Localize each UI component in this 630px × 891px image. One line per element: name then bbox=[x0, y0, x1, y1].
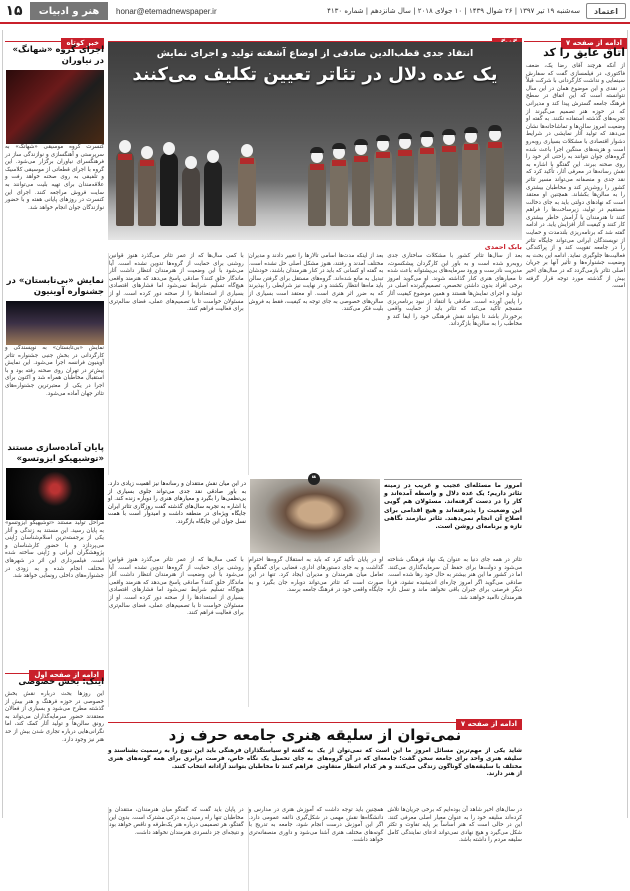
performer-figure bbox=[238, 154, 256, 226]
story2-column: در سال‌های اخیر شاهد آن بوده‌ایم که برخی جریان‌ها تلاش کرده‌اند سلیقه خود را به عنوان معیار اصلی معرفی کنند. این در حالی است که هنر اساساً بر پایه تفاوت و تکثر شکل می‌گیرد و هیچ نهادی نمی‌تواند ادعای نمایندگی کامل سلیقه مردم را داشته باشد. bbox=[387, 807, 522, 844]
right-column bbox=[524, 30, 628, 818]
interview-tagbar bbox=[108, 30, 522, 42]
main-story-area bbox=[108, 30, 522, 891]
pull-quote: امروز ما مسئله‌ای عجیب و غریب در زمینه تئاتر داریم؛ یک عده دلال و واسطه آمده‌اند و کار را در دست گرفته‌اند. مسئولان هم گویی این وضعیت را پذیرفته‌اند و هیچ اقدامی برای اصلاح آن انجام نمی‌دهند. تئاتر نیازمند نگاهی تازه و برنامه‌ای روشن است. bbox=[384, 479, 522, 553]
performer-figure bbox=[308, 160, 326, 226]
story2-lead: به گفته او سیاستگذاران فرهنگی باید این تنوع را به رسمیت بشناسند و به جای تحمیل یک نگاه خاص، فرصت برابری برای همه گونه‌های هنری فراهم کنند تا مخاطبان بتوانند آزادانه انتخاب کنند. bbox=[108, 748, 313, 770]
masthead bbox=[0, 0, 630, 24]
performer-figure bbox=[418, 144, 436, 226]
newspaper-logo: اعتماد bbox=[586, 3, 626, 19]
performer-figure bbox=[160, 152, 178, 226]
performer-figure bbox=[182, 166, 200, 226]
story-column: در این میان نقش منتقدان و رسانه‌ها نیز اهمیت زیادی دارد. به باور صادقی نقد جدی می‌تواند جلوی بسیاری از بی‌نظمی‌ها را بگیرد و معیارهای هنری را دوباره زنده کند. او با اشاره به تجربه سال‌های گذشته گفت روزگاری تئاتر ایران جایگاه ویژه‌ای در منطقه داشت و امیدوار است با همت نسل جوان این جایگاه بازگردد. bbox=[108, 481, 246, 525]
performer-figure bbox=[352, 152, 370, 226]
story2-lead-row bbox=[108, 748, 522, 804]
story2-columns bbox=[108, 804, 522, 891]
right-column-text: از آنکه هرچند آقای رضا یک، ضعف فاکتوری، در فیلمسازی گفت که سفارش سینمایی و نداشت کارگردانی با شرکت قبلاً در نقدی و این موضوع همان در این سال نتوانسته است که این اتفاق در سطح فرهنگ جامعه گسترش پیدا کند و مدیرانی که در حوزه هنر تصمیم می‌گیرند از تجربه‌های گذشته استفاده نکنند. به گفته او وضعیت امروز سالن‌ها و تماشاخانه‌ها نشان می‌دهد که تولید آثار نمایشی در شرایط دشوار اقتصادی با مشکلات بسیاری روبه‌رو است و هزینه‌های سنگین اجرا باعث شده گروه‌های جوان نتوانند به راحتی اثر خود را روی صحنه ببرند. این گفتگو با اشاره به نقش رسانه‌ها در معرفی آثار، تأکید کرد که نقد جدی و منصفانه می‌تواند مسیر تئاتر کشور را روشن‌تر کند و مخاطبان بیشتری را به سالن‌ها بکشاند. همچنین او معتقد است که نهادهای دولتی باید به جای دخالت مستقیم در تولید، زیرساخت‌ها را فراهم کنند تا هنرمندان با آرامش خاطر بیشتری کار کنند و کیفیت آثار افزایش یابد. در ادامه گفته شد که برنامه‌ریزی بلندمدت و حمایت از نویسندگان ایرانی می‌تواند جایگاه تئاتر را در جامعه تقویت کند و از پراکندگی فعالیت‌ها جلوگیری نماید. ادامه این بحث به وضعیت جشنواره‌ها و تأثیر آنها بر جریان اصلی تئاتر بازمی‌گردد که در سال‌های اخیر بیش از گذشته مورد توجه قرار گرفته است. bbox=[526, 63, 625, 290]
story-columns-bottom bbox=[108, 557, 522, 707]
story-column: او در پایان تأکید کرد که باید به استقلال گروه‌ها احترام گذاشت و به جای دستورهای اداری، فضایی برای گفتگو و تعامل میان هنرمندان و مدیران ایجاد کرد. تنها در این صورت است که تئاتر می‌تواند دوباره جان بگیرد و به جایگاه واقعی خود در فرهنگ جامعه برسد. bbox=[248, 557, 384, 707]
story2-continued-tag: ادامه از صفحه ۷ bbox=[456, 719, 522, 730]
performer-figure bbox=[204, 160, 222, 226]
news-headline-documentary: پایان آماده‌سازی مستند «توشیهیکو ایزوتسو» bbox=[7, 443, 104, 464]
continued-tag: ادامه از صفحه ۷ bbox=[561, 38, 627, 49]
story2-column: همچنین باید توجه داشت که آموزش هنری در مدارس و دانشگاه‌ها نقش مهمی در شکل‌گیری ذائقه عمومی دارد. اگر این آموزش درست انجام شود، جامعه به تدریج با گونه‌های مختلف هنری آشنا می‌شود و داوری منصفانه‌تری خواهد داشت. bbox=[248, 807, 384, 891]
story-title: یک عده دلال در تئاتر تعیین تکلیف می‌کنند bbox=[132, 64, 498, 85]
performer-figure bbox=[440, 142, 458, 226]
story-column: با کمی سال‌ها که از عمر تئاتر می‌گذرد هنوز قوانین روشنی برای حمایت از گروه‌ها تدوین نشده است. آیا می‌شود با این وضعیت از هنرمندان انتظار داشت آثار ماندگار خلق کنند؟ صادقی پاسخ می‌دهد که هنرمند واقعی هیچ‌گاه تسلیم شرایط نمی‌شود اما فشارهای اقتصادی بسیاری از استعدادها را از صحنه دور کرده است. او از مسئولان خواست تا با تصمیم‌های عملی، فضای سالم‌تری برای فعالیت فراهم کنند. bbox=[108, 557, 244, 707]
news-text-avignon: نمایش «بی‌تابستان» به نویسندگی و کارگردانی در بخش جنبی جشنواره تئاتر آوینیون فرانسه اجرا می‌شود. این نمایش پیش‌تر در تهران روی صحنه رفته بود و با استقبال مخاطبان همراه شد و اکنون برای اجرا در یکی از معتبرترین جشنواره‌های تئاتر جهان آماده می‌شود. bbox=[5, 345, 104, 397]
left-tagbar-news bbox=[5, 30, 104, 47]
story2-column: در پایان باید گفت که گفتگو میان هنرمندان، منتقدان و مخاطبان تنها راه رسیدن به درکی مشترک است. بدون این گفتگو، هر تصمیمی درباره هنر یک‌طرفه و ناقص خواهد بود و نتیجه‌ای جز دلسردی هنرمندان نخواهد داشت. bbox=[108, 807, 244, 891]
story-columns-top bbox=[108, 253, 522, 475]
story-supertitle: انتقاد جدی قطب‌الدین صادقی از اوضاع آشفته تولید و اجرای نمایش bbox=[156, 48, 474, 59]
short-news-tag: خبر کوتاه bbox=[61, 38, 104, 49]
news-headline-concert: اجرای گروه «شهانگ» در نیاوران bbox=[12, 45, 104, 66]
performer-figure bbox=[396, 146, 414, 226]
story-column: تئاتر در همه جای دنیا به عنوان یک نهاد فرهنگی شناخته می‌شود و دولت‌ها برای حفظ آن سرمایه‌گذاری می‌کنند. اما در کشور ما این هنر بیشتر به حال خود رها شده است. صادقی می‌گوید اگر امروز چاره‌ای اندیشیده نشود، فردا دیگر فرصتی برای جبران باقی نخواهد ماند و نسل تازه هنرمندان ناامید خواهند شد. bbox=[387, 557, 522, 601]
performer-figure bbox=[486, 138, 504, 226]
byline: بابک احمدی bbox=[484, 243, 522, 251]
news-text-concert: کنسرت گروه موسیقی «شهانگ» به سرپرستی و آهنگسازی و نوازندگی ساز در فرهنگسرای نیاوران برگزار می‌شود. این گروه با اجرای قطعاتی از موسیقی کلاسیک و تلفیقی به روی صحنه خواهد رفت و علاقه‌مندان برای تهیه بلیت می‌توانند به سایت فروش مراجعه کنند. اجرای این کنسرت در روزهای پایانی هفته و با حضور نوازندگان جوان انجام خواهد شد. bbox=[5, 144, 104, 211]
story-mid-row bbox=[108, 474, 522, 553]
concert-photo bbox=[6, 70, 104, 144]
quote-icon: ❝ bbox=[308, 473, 320, 485]
theater-hero-photo bbox=[108, 42, 522, 240]
news-headline-avignon: نمایش «بی‌تابستان» در جشنواره آوینیون bbox=[6, 276, 104, 297]
performer-figure bbox=[330, 156, 348, 226]
left-column bbox=[2, 30, 104, 818]
page-number: ۱۵ bbox=[5, 3, 23, 19]
performer-figure bbox=[374, 148, 392, 226]
right-column-heading: اتاق عایق را کد bbox=[543, 46, 625, 59]
continued-front-tag: ادامه از صفحه اول bbox=[29, 670, 104, 681]
story-column: با کمی سال‌ها که از عمر تئاتر می‌گذرد هنوز قوانین روشنی برای حمایت از گروه‌ها تدوین نشده است. آیا می‌شود با این وضعیت از هنرمندان انتظار داشت آثار ماندگار خلق کنند؟ صادقی پاسخ می‌دهد که هنرمند واقعی هیچ‌گاه تسلیم شرایط نمی‌شود اما فشارهای اقتصادی بسیاری از استعدادها را از صحنه دور کرده است. او از مسئولان خواست تا با تصمیم‌های عملی، فضای سالم‌تری برای فعالیت فراهم کنند. bbox=[108, 253, 244, 475]
story-column: بعد از اینکه مدت‌ها اسامی تالارها را تغییر دادند و مدیران مختلف آمدند و رفتند، هنوز مشکل اصلی حل نشده است. به گفته او کسانی که باید در کنار هنرمندان باشند، خودشان تبدیل به مانع شده‌اند. گروه‌های مستقل برای گرفتن سالن باید ماه‌ها انتظار بکشند و در نهایت نیز شرایطی را بپذیرند که به ضرر اثر هنری است. او معتقد است بسیاری از سالن‌های خصوصی به جای توجه به کیفیت، فقط به فروش بلیت فکر می‌کنند. bbox=[248, 253, 384, 475]
story2-title: نمی‌توان از سلیقه هنری جامعه حرف زد bbox=[168, 726, 462, 744]
performer-figure bbox=[116, 150, 134, 226]
left-tagbar-continued bbox=[5, 662, 104, 679]
issue-date: سه‌شنبه ۱۹ تیر ۱۳۹۷ | ۲۶ شوال ۱۴۳۹ | ۱۰ جولای ۲۰۱۸ | سال شانزدهم | شماره ۴۱۳۰ bbox=[327, 7, 580, 15]
performer-figure bbox=[462, 140, 480, 226]
story2-tagbar bbox=[108, 711, 522, 728]
avignon-photo bbox=[6, 301, 104, 345]
documentary-photo bbox=[6, 468, 104, 520]
news-text-private-sector: این روزها بحث درباره نقش بخش خصوصی در حوزه فرهنگ و هنر بیش از گذشته مطرح می‌شود و بسیاری از فعالان معتقدند حضور سرمایه‌گذاران می‌تواند به رونق سالن‌ها و تولید آثار کمک کند، اما نگرانی‌هایی درباره تجاری شدن بیش از حد هنر نیز وجود دارد. bbox=[5, 691, 104, 743]
section-email: honar@etemadnewspaper.ir bbox=[116, 6, 217, 16]
interviewee-portrait bbox=[250, 474, 380, 553]
news-text-documentary: مراحل تولید مستند «توشیهیکو ایزوتسو» به پایان رسید. این مستند به زندگی و آثار یکی از برجسته‌ترین اسلام‌شناسان ژاپنی می‌پردازد و با حضور کارشناسان و پژوهشگران ایرانی و ژاپنی ساخته شده است. فیلمبرداری این اثر در شهرهای مختلف انجام شده و به زودی در جشنواره‌های داخلی رونمایی خواهد شد. bbox=[5, 520, 104, 580]
news-headline-private-sector: اینک: بخش خصوصی bbox=[18, 677, 104, 687]
right-tagbar bbox=[524, 30, 627, 47]
performer-figure bbox=[138, 156, 156, 226]
story2-lead: شاید یکی از مهم‌ترین مسائل امروز ما این است که نمی‌توان از یک سلیقه هنری واحد برای جامعه سخن گفت؛ جامعه‌ای که در آن گروه‌های مختلف با سلیقه‌های گوناگون زندگی می‌کنند و هر کدام انتظار متفاوتی از هنر دارند. bbox=[317, 748, 522, 778]
section-label: هنر و ادبیات bbox=[30, 2, 108, 20]
story-column: بعد از سال‌ها تئاتر کشور با مشکلات ساختاری جدی روبه‌رو شده است و به باور این کارگردان پیشکسوت، مدیریت نادرست و ورود سرمایه‌های بی‌پشتوانه باعث شده تا معیارهای هنری کنار گذاشته شوند. او می‌گوید امروز برخی افراد بدون داشتن تخصص، تصمیم‌گیرنده اصلی در تولید و اجرای نمایش‌ها هستند و همین موضوع کیفیت آثار را پایین آورده است. صادقی با انتقاد از نبود برنامه‌ریزی منسجم تأکید می‌کند که تئاتر باید از حمایت واقعی برخوردار باشد تا بتواند نقش فرهنگی خود را ایفا کند و مخاطب را به سالن‌ها بازگرداند. bbox=[387, 253, 522, 328]
